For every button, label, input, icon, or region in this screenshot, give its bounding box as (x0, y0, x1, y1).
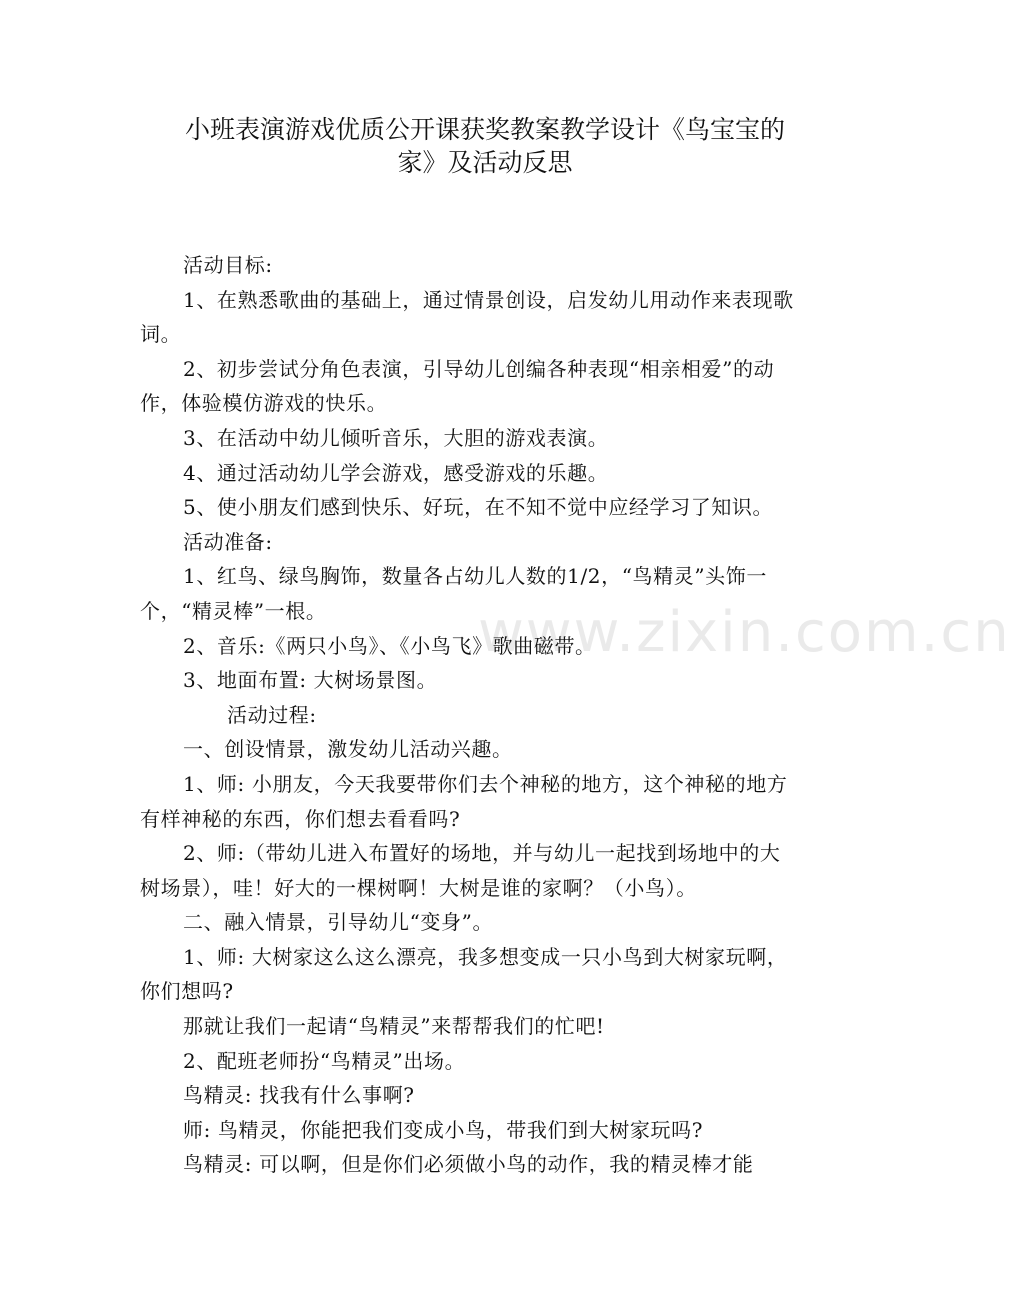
document-body (140, 248, 796, 1182)
paragraph: 二、融入情景，引导幼儿“变身”。 (183, 910, 494, 935)
paragraph: 1、师: 大树家这么这么漂亮，我多想变成一只小鸟到大树家玩啊，你们想吗? (140, 944, 788, 1004)
paragraph: 鸟精灵: 可以啊，但是你们必须做小鸟的动作，我的精灵棒才能 (183, 1152, 754, 1177)
paragraph: 1、师: 小朋友，今天我要带你们去个神秘的地方，这个神秘的地方有样神秘的东西，你们想去看看吗? (140, 771, 788, 831)
paragraph: 鸟精灵: 找我有什么事啊? (183, 1083, 415, 1108)
paragraph: 1、在熟悉歌曲的基础上，通过情景创设，启发幼儿用动作来表现歌词。 (140, 287, 794, 347)
paragraph: 活动准备: (183, 529, 273, 554)
paragraph: 3、在活动中幼儿倾听音乐，大胆的游戏表演。 (183, 425, 609, 450)
paragraph: 1、红鸟、绿鸟胸饰，数量各占幼儿人数的1/2，“鸟精灵”头饰一个，“精灵棒”一根。 (140, 564, 767, 623)
paragraph: 2、初步尝试分角色表演，引导幼儿创编各种表现“相亲相爱”的动作，体验模仿游戏的快乐。 (140, 356, 775, 416)
title-line-1: 小班表演游戏优质公开课获奖教案教学设计《鸟宝宝的 (184, 115, 785, 144)
paragraph: 3、地面布置: 大树场景图。 (183, 668, 438, 693)
paragraph: 师: 鸟精灵，你能把我们变成小鸟，带我们到大树家玩吗? (183, 1117, 704, 1142)
document-title (140, 113, 830, 179)
section-heading: 活动过程: (227, 702, 317, 727)
watermark: www.zixin.com.cn (478, 600, 1011, 665)
paragraph: 2、音乐:《两只小鸟》、《小鸟飞》歌曲磁带。 (183, 633, 596, 658)
paragraph: 那就让我们一起请“鸟精灵”来帮帮我们的忙吧! (183, 1014, 605, 1039)
paragraph: 4、通过活动幼儿学会游戏，感受游戏的乐趣。 (183, 460, 609, 485)
paragraph: 活动目标: (183, 253, 273, 277)
paragraph: 2、配班老师扮“鸟精灵”出场。 (183, 1048, 466, 1073)
paragraph: 一、创设情景，激发幼儿活动兴趣。 (183, 737, 513, 762)
paragraph: 5、使小朋友们感到快乐、好玩，在不知不觉中应经学习了知识。 (183, 495, 774, 520)
title-line-2: 家》及活动反思 (397, 148, 573, 177)
paragraph: 2、师:（带幼儿进入布置好的场地，并与幼儿一起找到场地中的大树场景），哇！好大的一棵树啊！大树是谁的家啊？（小鸟）。 (140, 841, 781, 900)
